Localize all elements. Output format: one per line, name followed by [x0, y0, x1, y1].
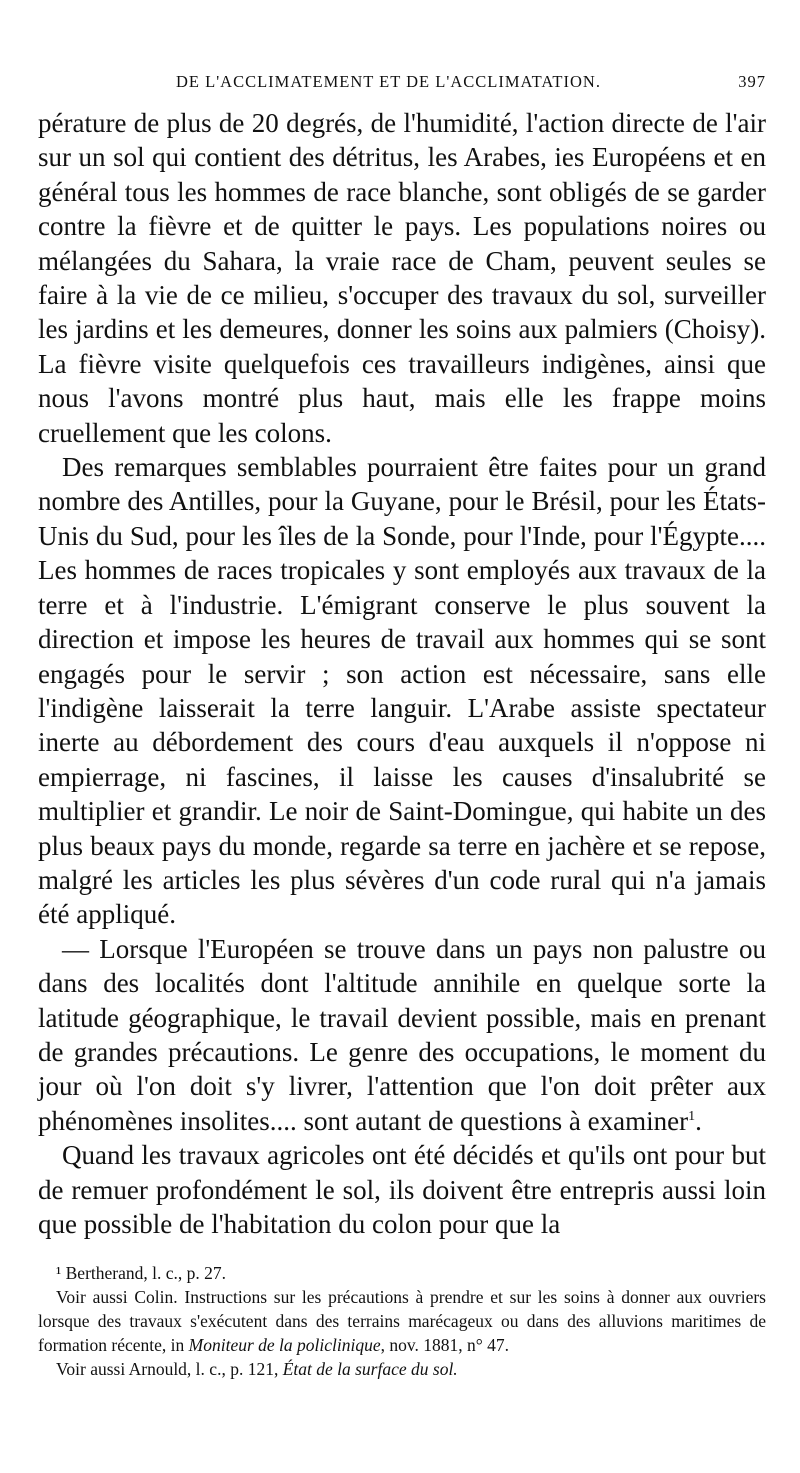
footnote-1-marker: ¹: [56, 1263, 62, 1284]
paragraph-3: — Lorsque l'Européen se trouve dans un pays non palustre ou dans des localités dont l'altitude annihile en quelque sorte la latitude géographique, le travail devient possible, mais en prenant de grandes précautions. Le genre des occupations, le moment du jour où l'on doit s'y livrer, l'attention que l'on doit prêter aux phénomènes insolites.... sont autant de questions à examiner$^1$.: [38, 933, 766, 1136]
running-title: DE L'ACCLIMATEMENT ET DE L'ACCLIMATATION.: [176, 72, 601, 91]
footnotes: [38, 1261, 766, 1381]
paragraph-4: Quand les travaux agricoles ont été décidés et qu'ils ont pour but de remuer profondément le sol, ils doivent être entrepris aussi loin que possible de l'habitation du colon pour que la: [38, 1140, 766, 1239]
main-text: [38, 106, 766, 1241]
paragraph-2: Des remarques semblables pourraient être faites pour un grand nombre des Antilles, pour la Guyane, pour le Brésil, pour les États-Unis du Sud, pour les îles de la Sonde, pour l'Inde, pour l'Égypte.... Les hommes de races tropicales y sont employés aux travaux de la terre et à l'industrie. L'émigrant conserve le plus souvent la direction et impose les heures de travail aux hommes qui se sont engagés pour le servir ; son action est nécessaire, sans elle l'indigène laisserait la terre languir. L'Arabe assiste spectateur inerte au débordement des cours d'eau auxquels il n'oppose ni empierrage, ni fascines, il laisse les causes d'insalubrité se multiplier et grandir. Le noir de Saint-Domingue, qui habite un des plus beaux pays du monde, regarde sa terre en jachère et se repose, malgré les articles les plus sévères d'un code rural qui n'a jamais été appliqué.: [38, 452, 766, 930]
paragraph-3-text: — Lorsque l'Européen se trouve dans un pays non palustre ou dans des localités dont l'altitude annihile en quelque sorte la latitude géographique, le travail devient possible, mais en prenant de grandes précautions. Le genre des occupations, le moment du jour où l'on doit s'y livrer, l'attention que l'on doit prêter aux phénomènes insolites.... sont autant de questions à examiner: [38, 933, 766, 1136]
footnote-ref: 1: [688, 1108, 696, 1124]
footnote-2-tail: , nov. 1881, n° 47.: [380, 1335, 509, 1356]
footnote-1-text: Bertherand, l. c., p. 27.: [65, 1263, 226, 1284]
footnote-1: [38, 1261, 766, 1285]
document-page: [38, 72, 766, 1381]
footnote-3-source: État de la surface du sol.: [282, 1359, 458, 1380]
running-header: [38, 72, 766, 106]
footnote-3: [38, 1357, 766, 1381]
paragraph-1: pérature de plus de 20 degrés, de l'humidité, l'action directe de l'air sur un sol qui contient des détritus, les Arabes, ies Européens et en général tous les hommes de race blanche, sont obligés de se garder contre la fièvre et de quitter le pays. Les populations noires ou mélangées du Sahara, la vraie race de Cham, peuvent seules se faire à la vie de ce milieu, s'occuper des travaux du sol, surveiller les jardins et les demeures, donner les soins aux palmiers (Choisy). La fièvre visite quelquefois ces travailleurs indigènes, ainsi que nous l'avons montré plus haut, mais elle les frappe moins cruellement que les colons.: [38, 108, 766, 448]
page-number: 397: [738, 72, 766, 91]
footnote-3-text: Voir aussi Arnould, l. c., p. 121,: [56, 1359, 279, 1380]
footnote-2: [38, 1285, 766, 1357]
footnote-2-source: Moniteur de la policlinique: [188, 1335, 381, 1356]
footnote-2-text: Voir aussi Colin. Instructions sur les précautions à prendre et sur les soins à donner aux ouvriers lorsque des travaux s'exécutent dans des terrains marécageux ou dans des alluvions maritimes de formation récente, in: [38, 1287, 766, 1356]
